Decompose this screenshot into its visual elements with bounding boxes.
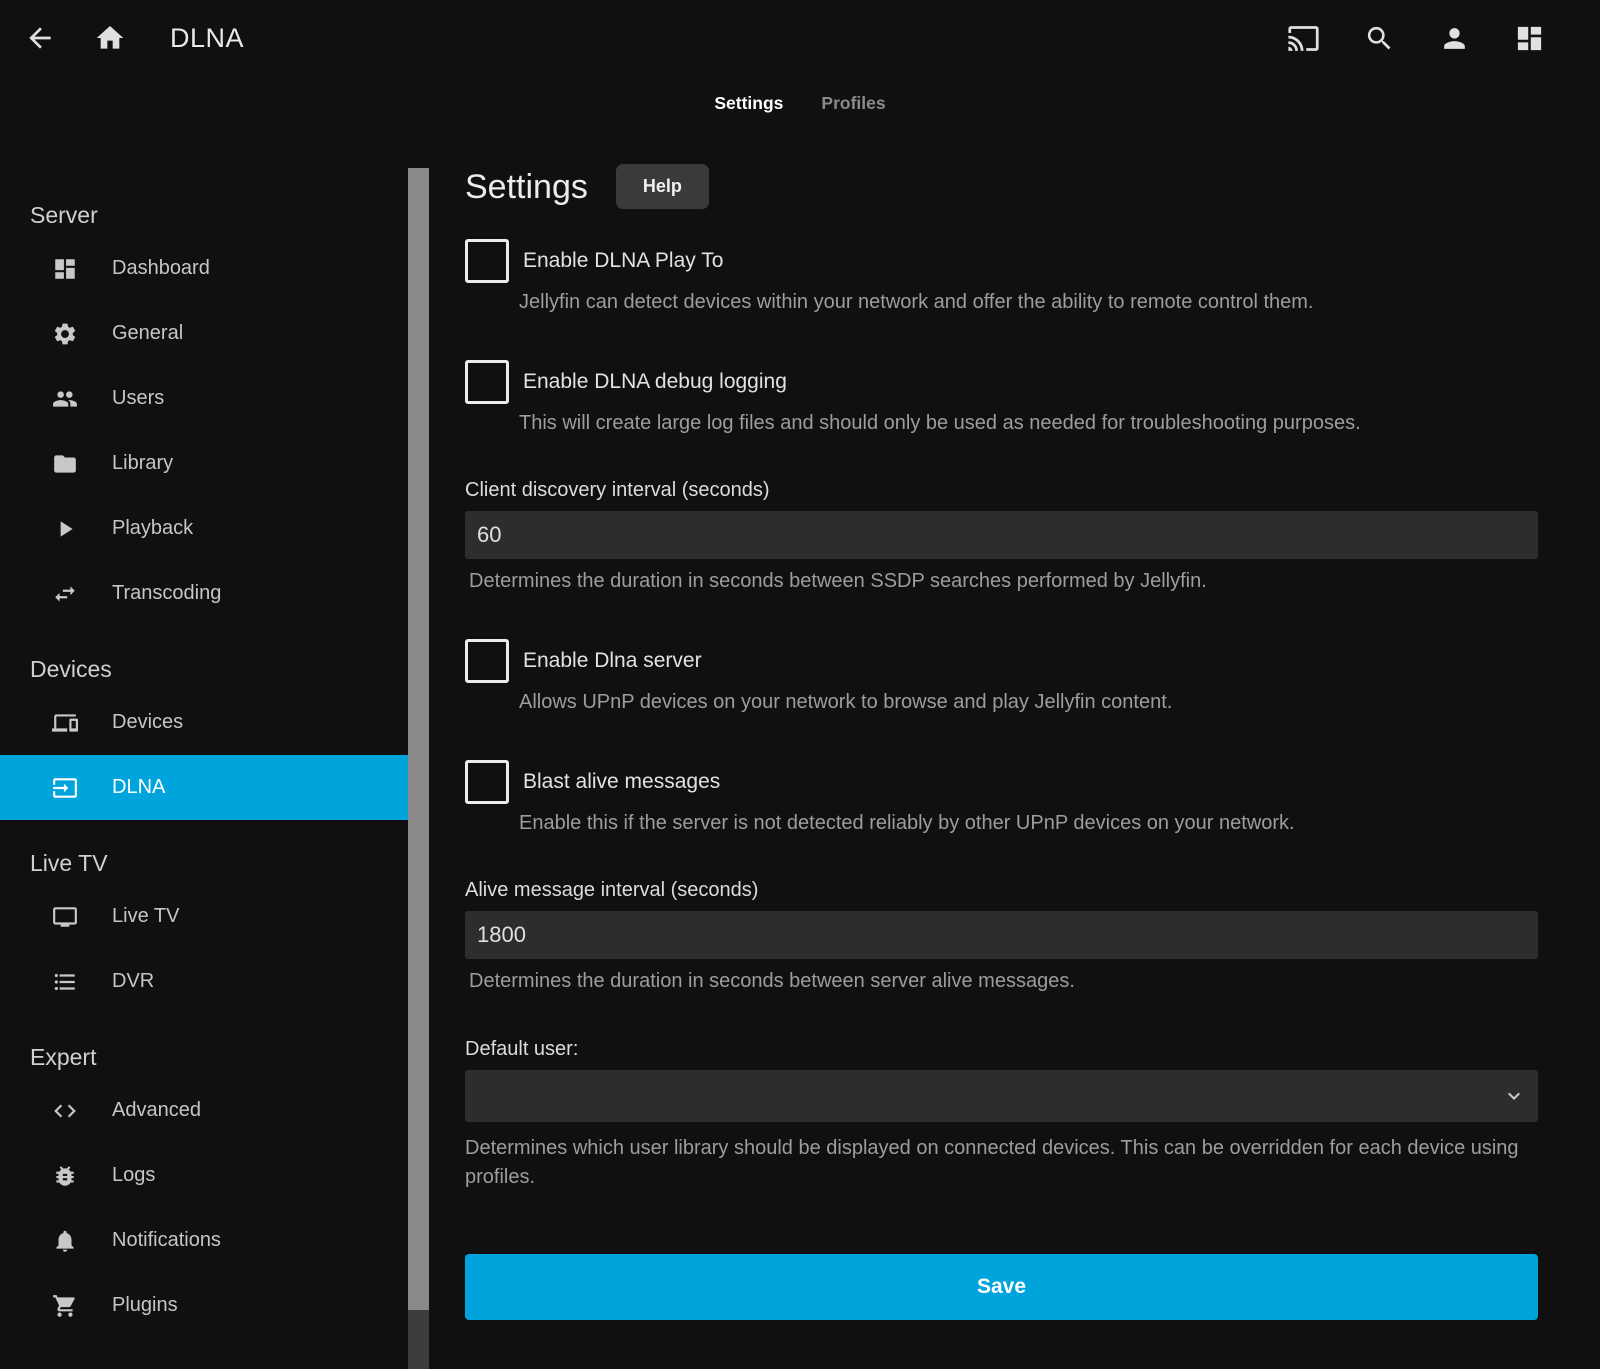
cart-icon (52, 1293, 78, 1319)
play-icon (52, 516, 78, 542)
sidebar-item-dlna[interactable] (0, 755, 408, 820)
tab-bar (0, 76, 1600, 130)
sidebar-item-playback[interactable] (0, 496, 408, 561)
user-icon (1439, 23, 1470, 54)
sidebar-item-label: Notifications (112, 1229, 221, 1251)
sidebar-section-server: Server (30, 202, 98, 228)
home-icon (94, 22, 126, 54)
save-button[interactable]: Save (465, 1254, 1538, 1320)
enable-debug-logging-description: This will create large log files and should only be used as needed for troubleshooting purposes. (519, 412, 1361, 434)
alive-interval-description: Determines the duration in seconds between server alive messages. (469, 970, 1075, 992)
list-icon (52, 969, 78, 995)
enable-dlna-server-checkbox[interactable] (465, 639, 509, 683)
discovery-interval-input[interactable] (465, 511, 1538, 559)
sidebar-item-label: Logs (112, 1164, 156, 1186)
discovery-interval-description: Determines the duration in seconds between SSDP searches performed by Jellyfin. (469, 570, 1207, 592)
sidebar-item-label: Dashboard (112, 257, 210, 279)
sidebar-item-label: Advanced (112, 1099, 201, 1121)
sidebar-item-label: Transcoding (112, 582, 222, 604)
sidebar-item-label: General (112, 322, 184, 344)
cast-icon (1287, 22, 1320, 55)
settings-content (429, 130, 1600, 1369)
sidebar-item-label: Devices (112, 711, 184, 733)
back-button[interactable] (24, 22, 56, 54)
sidebar-item-general[interactable] (0, 301, 408, 366)
enable-dlna-server-row (465, 639, 1538, 683)
sidebar-item-label: Users (112, 387, 165, 409)
cast-button[interactable] (1287, 22, 1320, 55)
app-header (0, 0, 1600, 76)
sidebar-item-users[interactable] (0, 366, 408, 431)
enable-play-to-row (465, 239, 1538, 283)
sidebar-scrollbar-track (408, 1310, 429, 1369)
sidebar-item-label: DLNA (112, 776, 166, 798)
default-user-label: Default user: (465, 1038, 579, 1060)
blast-alive-label[interactable]: Blast alive messages (523, 770, 721, 793)
sidebar-item-notifications[interactable] (0, 1208, 408, 1273)
help-button[interactable]: Help (616, 164, 709, 209)
main-row (0, 130, 1600, 1369)
sidebar-item-advanced[interactable] (0, 1078, 408, 1143)
enable-dlna-server-label[interactable]: Enable Dlna server (523, 649, 702, 672)
devices-icon (52, 710, 78, 736)
dashboard-icon (1514, 23, 1545, 54)
back-arrow-icon (24, 22, 56, 54)
sidebar-item-label: DVR (112, 970, 155, 992)
dashboard-icon (52, 256, 78, 282)
alive-interval-input[interactable] (465, 911, 1538, 959)
search-button[interactable] (1364, 23, 1395, 54)
enable-play-to-checkbox[interactable] (465, 239, 509, 283)
default-user-description: Determines which user library should be displayed on connected devices. This can be overridden for each device using profiles. (465, 1137, 1519, 1188)
enable-play-to-description: Jellyfin can detect devices within your network and offer the ability to remote control them. (519, 291, 1314, 313)
page-header-title: DLNA (170, 22, 245, 53)
chevron-down-icon (1502, 1084, 1526, 1113)
default-user-select[interactable] (465, 1070, 1538, 1122)
enable-dlna-server-field (465, 639, 1538, 714)
sidebar-section-livetv: Live TV (30, 850, 108, 876)
sidebar-item-dashboard[interactable] (0, 236, 408, 301)
blast-alive-description: Enable this if the server is not detected reliably by other UPnP devices on your network. (519, 812, 1295, 834)
enable-play-to-field (465, 239, 1538, 314)
default-user-field (465, 1038, 1538, 1192)
sidebar-item-label: Library (112, 452, 174, 474)
settings-title-row (465, 164, 1538, 209)
discovery-interval-label: Client discovery interval (seconds) (465, 479, 770, 501)
gear-icon (52, 321, 78, 347)
tv-icon (52, 904, 78, 930)
header-right (1287, 22, 1545, 55)
sidebar-item-plugins[interactable] (0, 1273, 408, 1338)
alive-interval-label: Alive message interval (seconds) (465, 879, 759, 901)
sidebar-item-label: Plugins (112, 1294, 178, 1316)
sidebar-scrollbar-thumb[interactable] (408, 168, 429, 1310)
home-button[interactable] (94, 22, 126, 54)
enable-debug-logging-checkbox[interactable] (465, 360, 509, 404)
alive-interval-field (465, 879, 1538, 993)
code-icon (52, 1098, 78, 1124)
input-icon (52, 775, 78, 801)
sidebar-item-devices[interactable] (0, 690, 408, 755)
sidebar-nav (0, 130, 408, 1369)
enable-dlna-server-description: Allows UPnP devices on your network to browse and play Jellyfin content. (519, 691, 1173, 713)
dashboard-grid-button[interactable] (1514, 23, 1545, 54)
folder-icon (52, 451, 78, 477)
enable-debug-logging-label[interactable]: Enable DLNA debug logging (523, 370, 787, 393)
search-icon (1364, 23, 1395, 54)
header-left (24, 22, 244, 54)
discovery-interval-field (465, 479, 1538, 593)
blast-alive-field (465, 760, 1538, 835)
tab-profiles[interactable]: Profiles (821, 92, 886, 113)
swap-arrows-icon (52, 581, 78, 607)
sidebar-item-label: Playback (112, 517, 194, 539)
sidebar-item-logs[interactable] (0, 1143, 408, 1208)
sidebar-section-devices: Devices (30, 656, 112, 682)
people-icon (52, 386, 78, 412)
sidebar-scrollbar (408, 130, 429, 1369)
bell-icon (52, 1228, 78, 1254)
sidebar-item-label: Live TV (112, 905, 180, 927)
blast-alive-row (465, 760, 1538, 804)
sidebar-section-expert: Expert (30, 1044, 97, 1070)
bug-icon (52, 1163, 78, 1189)
enable-debug-logging-field (465, 360, 1538, 435)
blast-alive-checkbox[interactable] (465, 760, 509, 804)
user-button[interactable] (1439, 23, 1470, 54)
enable-debug-logging-row (465, 360, 1538, 404)
enable-play-to-label[interactable]: Enable DLNA Play To (523, 249, 724, 272)
tab-settings[interactable]: Settings (714, 92, 784, 113)
sidebar-item-livetv[interactable] (0, 884, 408, 949)
sidebar-item-library[interactable] (0, 431, 408, 496)
sidebar-item-dvr[interactable] (0, 949, 408, 1014)
page-title: Settings (465, 167, 588, 206)
sidebar-item-transcoding[interactable] (0, 561, 408, 626)
